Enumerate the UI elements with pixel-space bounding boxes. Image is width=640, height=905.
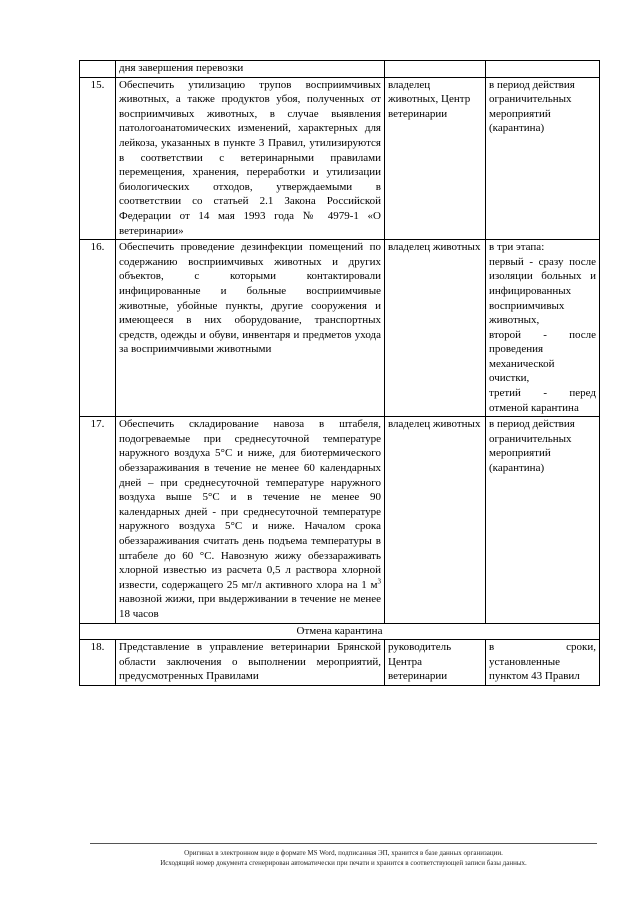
num-cell: 18.	[80, 640, 116, 686]
table-row	[80, 240, 600, 417]
table-row	[80, 77, 600, 240]
footer-note: Оригинал в электронном виде в формате MS Word, подписанная ЭП, хранится в базе данных организации.	[184, 849, 503, 857]
num-cell: 15.	[80, 77, 116, 240]
section-row	[80, 623, 600, 640]
term-cell	[486, 240, 600, 417]
table-row	[80, 640, 600, 686]
num-cell: 17.	[80, 417, 116, 623]
term-cell: в период действия ограничительных мероприятий (карантина)	[486, 77, 600, 240]
term-cell: в период действия ограничительных мероприятий (карантина)	[486, 417, 600, 623]
responsible-cell: руководитель Центра ветеринарии	[385, 640, 486, 686]
term-line: второй - после проведения механической очистки,	[489, 328, 596, 385]
footer-note: Исходящий номер документа сгенерирован автоматически при печати и хранится в соответствующей записи базы данных.	[160, 859, 527, 867]
cubic-superscript: 3	[377, 577, 381, 586]
table-row	[80, 417, 600, 623]
term-line: третий - перед отменой карантина	[489, 387, 596, 414]
num-cell	[80, 61, 116, 78]
action-cell: Обеспечить проведение дезинфекции помещений по содержанию восприимчивых животных и других объектов, с которыми контактировали инфицированные и больные восприимчивые животные, убойные пункты, другие сооружения и имеющееся в них оборудование, транспортных средств, одежды и обуви, инвентаря и предметов ухода за восприимчивыми животными	[116, 240, 385, 417]
term-cell: в сроки, установленные пунктом 43 Правил	[486, 640, 600, 686]
section-title: Отмена карантина	[80, 623, 600, 640]
term-line: первый - сразу после изоляции больных и инфицированных восприимчивых животных,	[489, 255, 596, 327]
term-cell	[486, 61, 600, 78]
responsible-cell: владелец животных, Центр ветеринарии	[385, 77, 486, 240]
action-cell: Представление в управление ветеринарии Брянской области заключения о выполнении мероприятий, предусмотренных Правилами	[116, 640, 385, 686]
action-text: Обеспечить складирование навоза в штабеля, подогреваемые при среднесуточной температуре наружного воздуха 5°С и ниже, для биотермического обеззараживания в течение не менее 60 календарных дней – при среднесуточной температуре наружного воздуха выше 5°С и в течение не менее 90 календарных дней - при среднесуточной температуре наружного воздуха 5°С и ниже. Началом срока обеззараживания считать день подъема температуры в штабеле до 60 °С. Навозную жижу обеззараживать хлорной известью из расчета 0,5 л раствора хлорной извести, содержащего 25 мг/л активного хлора на 1 м	[119, 418, 381, 591]
table-row	[80, 61, 600, 78]
action-text: навозной жижи, при выдерживании в течение не менее 18 часов	[119, 593, 381, 620]
footer-divider	[90, 843, 597, 844]
action-cell: Обеспечить утилизацию трупов восприимчивых животных, а также продуктов убоя, полученных от восприимчивых животных, в случае выявления патологоанатомических изменений, характерных для лейкоза, указанных в пункте 3 Правил, утилизируются в соответствии с ветеринарными правилами перемещения, хранения, переработки и утилизации биологических отходов, утверждаемыми в соответствии со статьей 2.1 Закона Российской Федерации от 14 мая 1993 года № 4979-1 «О ветеринарии»	[116, 77, 385, 240]
responsible-cell	[385, 61, 486, 78]
responsible-cell: владелец животных	[385, 240, 486, 417]
term-line: в три этапа:	[489, 241, 545, 254]
action-cell: дня завершения перевозки	[116, 61, 385, 78]
responsible-cell: владелец животных	[385, 417, 486, 623]
action-cell	[116, 417, 385, 623]
measures-table	[79, 60, 600, 686]
num-cell: 16.	[80, 240, 116, 417]
